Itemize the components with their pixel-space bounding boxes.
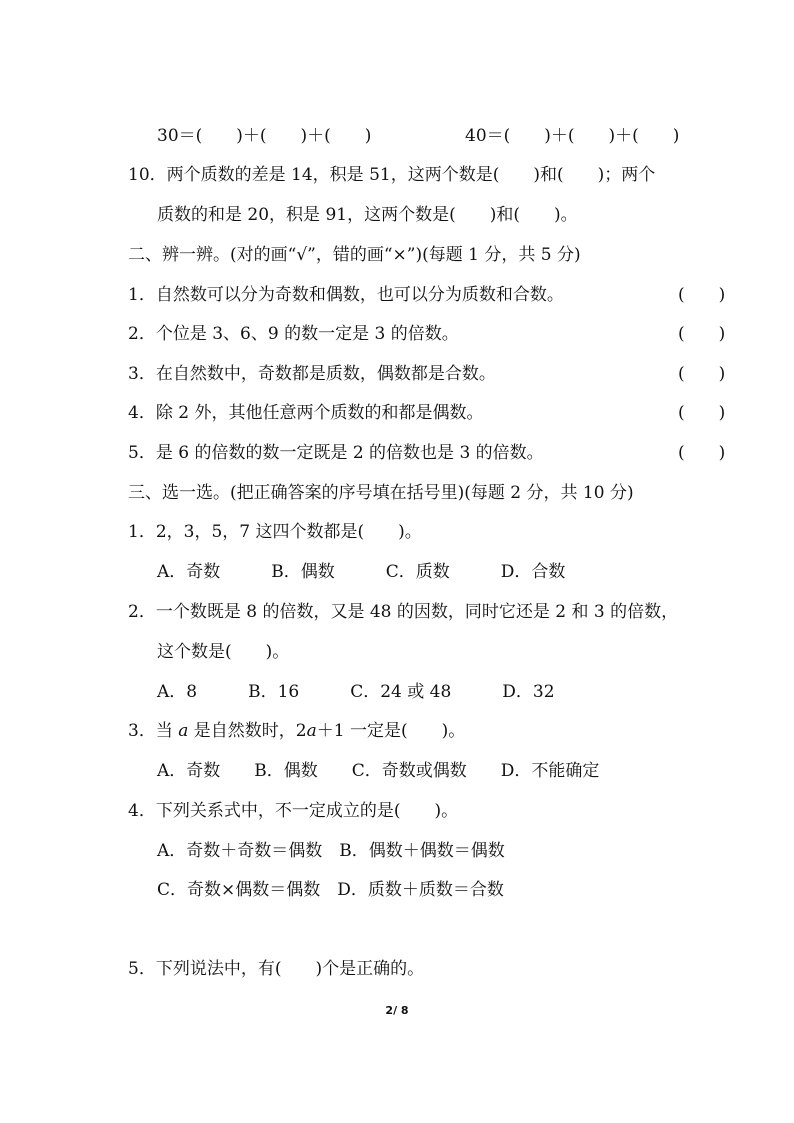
choice-q3: 3．当 a 是自然数时，2a＋1 一定是( )。 bbox=[128, 721, 466, 741]
choice-q4-options-row-1: A．奇数＋奇数＝偶数 B．偶数＋偶数＝偶数 bbox=[157, 841, 505, 861]
judge-answer-2: ( ) bbox=[678, 324, 726, 344]
q9-continuation-30: 30＝( )＋( )＋( ) bbox=[157, 126, 372, 146]
judge-item-3: 3．在自然数中，奇数都是质数，偶数都是合数。 bbox=[128, 364, 496, 384]
judge-item-4: 4．除 2 外，其他任意两个质数的和都是偶数。 bbox=[128, 403, 484, 423]
q9-continuation-40: 40＝( )＋( )＋( ) bbox=[465, 126, 680, 146]
judge-answer-3: ( ) bbox=[678, 364, 726, 384]
judge-item-2: 2．个位是 3、6、9 的数一定是 3 的倍数。 bbox=[128, 324, 459, 344]
choice-q2-line-1: 2．一个数既是 8 的倍数，又是 48 的因数，同时它还是 2 和 3 的倍数， bbox=[128, 602, 679, 622]
judge-answer-4: ( ) bbox=[678, 403, 726, 423]
q10-line-1: 10．两个质数的差是 14，积是 51，这两个数是( )和( )；两个 bbox=[128, 165, 656, 185]
choice-q1: 1．2，3，5，7 这四个数都是( )。 bbox=[128, 522, 422, 542]
choice-q4-options-row-2: C．奇数×偶数＝偶数 D．质数＋质数＝合数 bbox=[157, 880, 504, 900]
choice-q2-options: A．8 B．16 C．24 或 48 D．32 bbox=[157, 682, 555, 702]
variable-a: a bbox=[306, 721, 317, 741]
judge-answer-5: ( ) bbox=[678, 443, 726, 463]
variable-a: a bbox=[178, 721, 189, 741]
choice-q1-options: A．奇数 B．偶数 C．质数 D．合数 bbox=[157, 562, 566, 582]
choice-q2-line-2: 这个数是( )。 bbox=[157, 642, 290, 662]
choice-q3-options: A．奇数 B．偶数 C．奇数或偶数 D．不能确定 bbox=[157, 761, 600, 781]
section-3-title: 三、选一选。(把正确答案的序号填在括号里)(每题 2 分，共 10 分) bbox=[128, 483, 634, 503]
judge-item-1: 1．自然数可以分为奇数和偶数，也可以分为质数和合数。 bbox=[128, 285, 564, 305]
judge-item-5: 5．是 6 的倍数的数一定既是 2 的倍数也是 3 的倍数。 bbox=[128, 443, 544, 463]
q10-line-2: 质数的和是 20，积是 91，这两个数是( )和( )。 bbox=[157, 205, 578, 225]
section-2-title: 二、辨一辨。(对的画“√”，错的画“×”)(每题 1 分，共 5 分) bbox=[128, 245, 581, 265]
judge-answer-1: ( ) bbox=[678, 285, 726, 305]
choice-q5: 5．下列说法中，有( )个是正确的。 bbox=[128, 959, 425, 979]
choice-q4: 4．下列关系式中，不一定成立的是( )。 bbox=[128, 801, 459, 821]
page-number: 2/ 8 bbox=[385, 1004, 409, 1017]
